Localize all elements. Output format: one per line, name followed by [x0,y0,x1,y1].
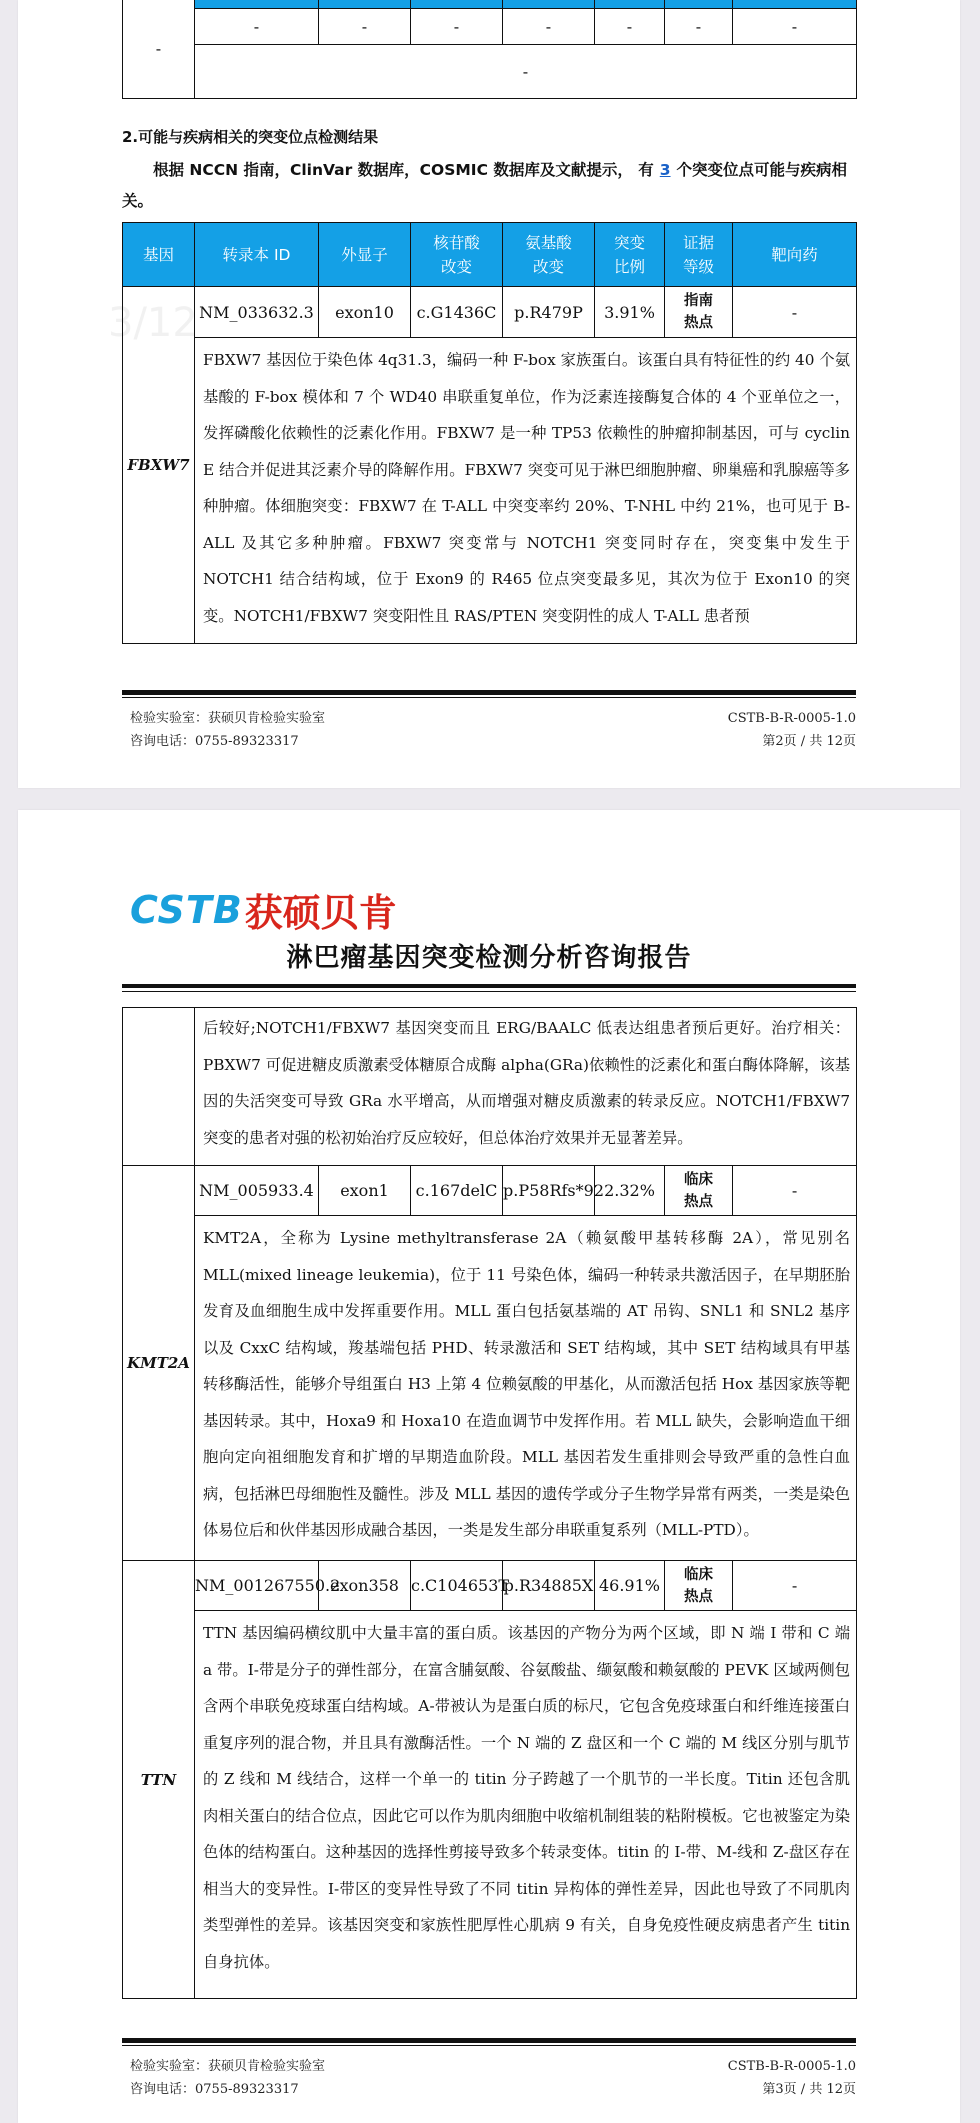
footer-divider [122,2038,856,2043]
header-amino-acid: 氨基酸改变 [503,223,595,287]
table-row [123,1561,857,1611]
mutation-table [122,222,856,644]
header-divider [122,984,856,988]
footer-doc-code: CSTB-B-R-0005-1.0 [727,2059,856,2074]
exon: exon10 [319,287,411,338]
empty-gene-cell: - [123,0,195,99]
company-logo [130,882,397,937]
table-cell: - [411,9,503,45]
transcript-id: NM_001267550.2 [195,1561,319,1611]
logo-en: CSTB [130,887,243,932]
evidence-level: 临床热点 [665,1561,733,1611]
footer-divider [122,690,856,695]
evidence-level: 临床热点 [665,1166,733,1216]
table-cell: - [319,9,411,45]
exon: exon1 [319,1166,411,1216]
previous-result-table [122,0,856,99]
targeted-drug: - [733,1561,857,1611]
table-row [123,287,857,338]
gene-description: FBXW7 基因位于染色体 4q31.3，编码一种 F-box 家族蛋白。该蛋白具有特征性的约 40 个氨基酸的 F-box 模体和 7 个 WD40 串联重复单位，作为泛素连接酶复合体的 4 个亚单位之一，发挥磷酸化依赖性的泛素化作用。FBXW7 是一种 TP53 依赖性的肿瘤抑制基因，可与 cyclin E 结合并促进其泛素介导的降解作用。FBXW7 突变可见于淋巴细胞肿瘤、卵巢癌和乳腺癌等多种肿瘤。体细胞突变：FBXW7 在 T-ALL 中突变率约 20%、T-NHL 中约 21%，也可见于 B-ALL 及其它多种肿瘤。FBXW7 突变常与 NOTCH1 突变同时存在，突变集中发生于 NOTCH1 结合结构域，位于 Exon9 的 R465 位点突变最多见，其次为位于 Exon10 的突变。NOTCH1/FBXW7 突变阳性且 RAS/PTEN 突变阴性的成人 T-ALL 患者预 [195,338,857,644]
header-evidence: 证据等级 [665,223,733,287]
nucleotide-change: c.C104653T [411,1561,503,1611]
amino-acid-change: p.R34885X [503,1561,595,1611]
mutation-count: 3 [659,161,671,179]
transcript-id: NM_005933.4 [195,1166,319,1216]
footer-phone: 咨询电话：0755-89323317 [130,734,299,749]
mutation-ratio: 3.91% [595,287,665,338]
logo-cn: 获硕贝肯 [244,891,397,935]
exon: exon358 [319,1561,411,1611]
amino-acid-change: p.R479P [503,287,595,338]
table-cell: - [595,9,665,45]
table-cell: - [665,9,733,45]
gene-name: FBXW7 [123,287,195,644]
header-exon: 外显子 [319,223,411,287]
empty-gene-cell [123,1008,195,1166]
footer-page-number: 第3页 / 共 12页 [762,2082,856,2097]
header-gene: 基因 [123,223,195,287]
gene-name: TTN [123,1561,195,1999]
report-page-3 [18,810,960,2123]
header-transcript: 转录本 ID [195,223,319,287]
mutation-ratio: 46.91% [595,1561,665,1611]
section-title: 2.可能与疾病相关的突变位点检测结果 [122,128,379,146]
section-paragraph: 根据 NCCN 指南，ClinVar 数据库，COSMIC 数据库及文献提示， 有 3 个突变位点可能与疾病相关。 [122,161,848,210]
nucleotide-change: c.167delC [411,1166,503,1216]
targeted-drug: - [733,1166,857,1216]
footer-lab: 检验实验室：获硕贝肯检验实验室 [130,711,326,726]
mutation-table-continued [122,1007,856,1999]
table-row [123,1166,857,1216]
gene-description: TTN 基因编码横纹肌中大量丰富的蛋白质。该基因的产物分为两个区域，即 N 端 I 带和 C 端 a 带。I-带是分子的弹性部分，在富含脯氨酸、谷氨酸盐、缬氨酸和赖氨酸的 PEVK 区域两侧包含两个串联免疫球蛋白结构域。A-带被认为是蛋白质的标尺，它包含免疫球蛋白和纤维连接蛋白重复序列的混合物，并且具有激酶活性。一个 N 端的 Z 盘区和一个 C 端的 M 线区分别与肌节的 Z 线和 M 线结合，这样一个单一的 titin 分子跨越了一个肌节的一半长度。Titin 还包含肌肉相关蛋白的结合位点，因此它可以作为肌肉细胞中收缩机制组装的粘附模板。它也被鉴定为染色体的结构蛋白。这种基因的选择性剪接导致多个转录变体。titin 的 I-带、M-线和 Z-盘区存在相当大的变异性。I-带区的变异性导致了不同 titin 异构体的弹性差异，因此也导致了不同肌肉类型弹性的差异。该基因突变和家族性肥厚性心肌病 9 有关，自身免疫性硬皮病患者产生 titin 自身抗体。 [195,1611,857,1999]
footer-phone: 咨询电话：0755-89323317 [130,2082,299,2097]
table-cell: - [195,9,319,45]
page-watermark: 3/12 [108,300,198,346]
header-drug: 靶向药 [733,223,857,287]
table-cell: - [733,9,857,45]
targeted-drug: - [733,287,857,338]
footer-doc-code: CSTB-B-R-0005-1.0 [727,711,856,726]
gene-description-continued: 后较好;NOTCH1/FBXW7 基因突变而且 ERG/BAALC 低表达组患者预后更好。治疗相关：PBXW7 可促进糖皮质激素受体糖原合成酶 alpha(GRa)依赖性的泛素化和蛋白酶体降解，该基因的失活突变可导致 GRa 水平增高，从而增强对糖皮质激素的转录反应。NOTCH1/FBXW7 突变的患者对强的松初始治疗反应较好，但总体治疗效果并无显著差异。 [195,1008,857,1166]
report-title: 淋巴瘤基因突变检测分析咨询报告 [286,943,692,973]
gene-name: KMT2A [123,1166,195,1561]
footer-page-number: 第2页 / 共 12页 [762,734,856,749]
footer-lab: 检验实验室：获硕贝肯检验实验室 [130,2059,326,2074]
table-cell: - [503,9,595,45]
header-nucleotide: 核苷酸改变 [411,223,503,287]
amino-acid-change: p.P58Rfs*92 [503,1166,595,1216]
table-header-row [123,223,857,287]
merged-description-cell: - [195,45,857,99]
nucleotide-change: c.G1436C [411,287,503,338]
evidence-level: 指南热点 [665,287,733,338]
mutation-ratio: 2.32% [595,1166,665,1216]
gene-description: KMT2A，全称为 Lysine methyltransferase 2A（赖氨酸甲基转移酶 2A），常见别名 MLL(mixed lineage leukemia)，位于 11 号染色体，编码一种转录共激活因子，在早期胚胎发育及血细胞生成中发挥重要作用。MLL 蛋白包括氨基端的 AT 吊钩、SNL1 和 SNL2 基序以及 CxxC 结构域，羧基端包括 PHD、转录激活和 SET 结构域，其中 SET 结构域具有甲基转移酶活性，能够介导组蛋白 H3 上第 4 位赖氨酸的甲基化，从而激活包括 Hox 基因家族等靶基因转录。其中，Hoxa9 和 Hoxa10 在造血调节中发挥作用。若 MLL 缺失，会影响造血干细胞向定向祖细胞发育和扩增的早期造血阶段。MLL 基因若发生重排则会导致严重的急性白血病，包括淋巴母细胞性及髓性。涉及 MLL 基因的遗传学或分子生物学异常有两类，一类是染色体易位后和伙伴基因形成融合基因，一类是发生部分串联重复系列（MLL-PTD）。 [195,1216,857,1561]
report-page-2 [18,0,960,788]
header-ratio: 突变比例 [595,223,665,287]
transcript-id: NM_033632.3 [195,287,319,338]
